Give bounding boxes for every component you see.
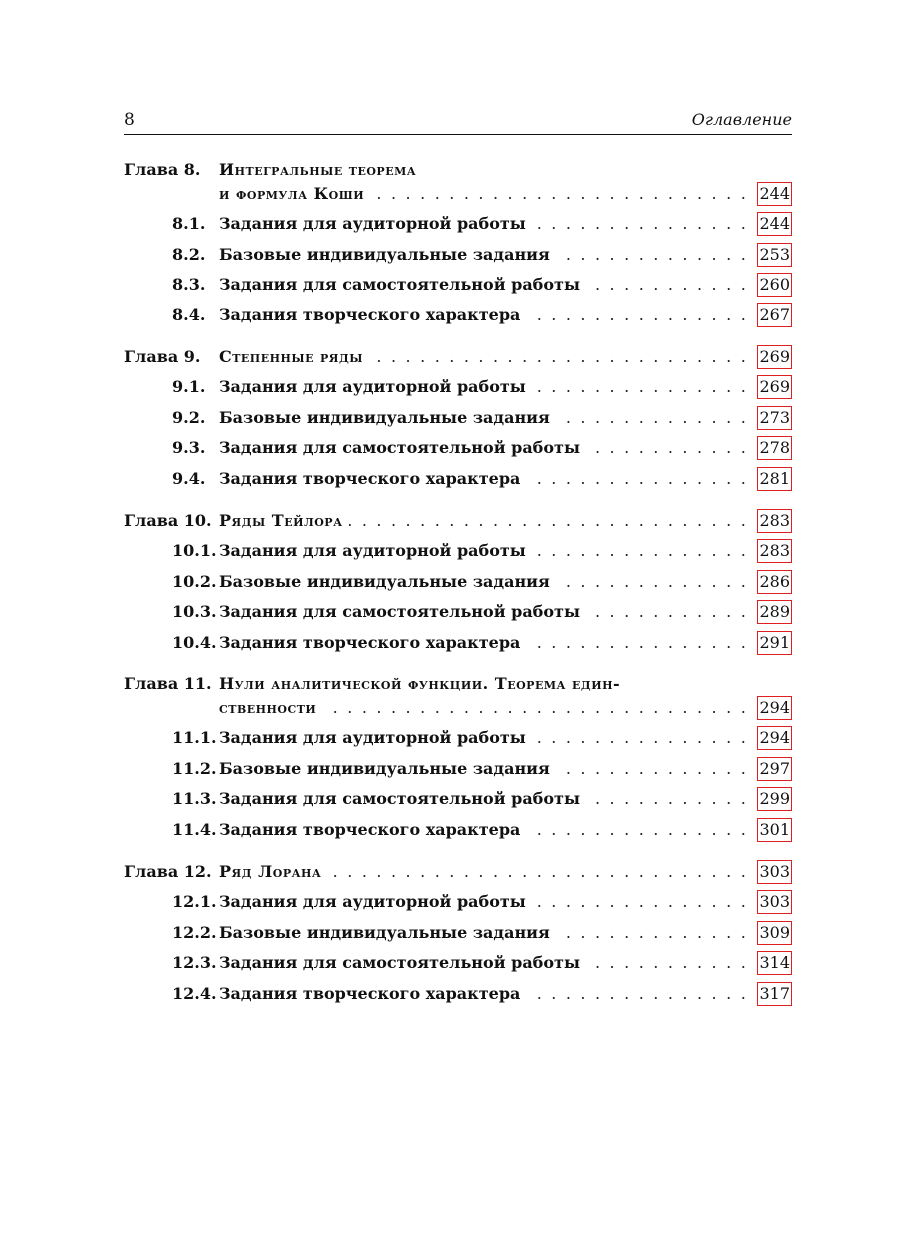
chapter-title-continued: ственности . . . [219,698,748,717]
section-title: Задания творческого характера . . . [219,305,748,324]
page-link[interactable]: 273 [757,406,792,430]
section-title: Базовые индивидуальные задания . . . [219,759,748,778]
page-link[interactable]: 269 [757,375,792,399]
page-link[interactable]: 260 [757,273,792,297]
section-title: Задания для самостоятельной работы . . . [219,789,748,808]
section-title: Задания для аудиторной работы . . . [219,892,748,911]
section-row[interactable] [124,570,792,594]
section-number: 12.3. [172,953,217,972]
page-link[interactable]: 297 [757,757,792,781]
section-row[interactable] [124,921,792,945]
section-number: 10.3. [172,602,217,621]
page-link[interactable]: 286 [757,570,792,594]
section-title: Задания творческого характера . . . [219,820,748,839]
section-title: Задания для самостоятельной работы . . . [219,953,748,972]
page-link[interactable]: 294 [757,726,792,750]
section-row[interactable] [124,303,792,327]
page-link[interactable]: 291 [757,631,792,655]
page-link[interactable]: 278 [757,436,792,460]
section-title: Задания творческого характера . . . [219,469,748,488]
section-row[interactable] [124,951,792,975]
page-link[interactable]: 244 [757,182,792,206]
section-row[interactable] [124,212,792,236]
section-title: Задания для самостоятельной работы . . . [219,602,748,621]
section-row[interactable] [124,375,792,399]
section-row[interactable] [124,436,792,460]
section-number: 11.1. [172,728,217,747]
section-number: 11.4. [172,820,217,839]
section-number: 12.1. [172,892,217,911]
chapter-label: Глава 11. [124,674,212,693]
running-title: Оглавление [691,110,792,129]
page-link[interactable]: 253 [757,243,792,267]
section-number: 11.3. [172,789,217,808]
page-link[interactable]: 294 [757,696,792,720]
page-link[interactable]: 283 [757,509,792,533]
section-number: 8.3. [172,275,206,294]
chapter-title: Нули аналитической функции. Теорема един- [219,674,792,693]
section-row[interactable] [124,539,792,563]
section-number: 8.4. [172,305,206,324]
section-row[interactable] [124,467,792,491]
section-number: 12.2. [172,923,217,942]
chapter-9-row[interactable] [124,345,792,369]
section-number: 11.2. [172,759,217,778]
section-number: 10.1. [172,541,217,560]
section-title: Задания для самостоятельной работы . . . [219,275,748,294]
page-link[interactable]: 299 [757,787,792,811]
section-row[interactable] [124,818,792,842]
section-number: 10.4. [172,633,217,652]
chapter-title: Ряд Лорана . . . [219,862,748,881]
section-number: 8.1. [172,214,206,233]
section-title: Задания для самостоятельной работы . . . [219,438,748,457]
running-header [124,108,792,135]
page-link[interactable]: 283 [757,539,792,563]
page-link[interactable]: 269 [757,345,792,369]
section-title: Базовые индивидуальные задания . . . [219,572,748,591]
section-number: 8.2. [172,245,206,264]
section-title: Задания для аудиторной работы . . . [219,377,748,396]
section-number: 10.2. [172,572,217,591]
section-number: 9.2. [172,408,206,427]
chapter-title-continued: и формула Коши . . . [219,184,748,203]
section-title: Задания для аудиторной работы . . . [219,728,748,747]
chapter-label: Глава 10. [124,511,212,530]
chapter-8-row-line1 [124,158,792,182]
section-title: Задания для аудиторной работы . . . [219,214,748,233]
chapter-10-row[interactable] [124,509,792,533]
page-link[interactable]: 314 [757,951,792,975]
section-title: Базовые индивидуальные задания . . . [219,245,748,264]
chapter-12-row[interactable] [124,860,792,884]
section-number: 12.4. [172,984,217,1003]
chapter-title: Степенные ряды . . . [219,347,748,366]
page-number: 8 [124,110,135,130]
section-number: 9.4. [172,469,206,488]
page-link[interactable]: 309 [757,921,792,945]
section-row[interactable] [124,890,792,914]
page-link[interactable]: 303 [757,890,792,914]
chapter-8-row[interactable] [124,182,792,206]
page-link[interactable]: 317 [757,982,792,1006]
chapter-11-row-line1 [124,672,792,696]
section-title: Задания творческого характера . . . [219,984,748,1003]
chapter-title: Ряды Тейлора . . . [219,511,748,530]
section-row[interactable] [124,600,792,624]
chapter-label: Глава 8. [124,160,201,179]
section-title: Базовые индивидуальные задания . . . [219,923,748,942]
section-title: Задания творческого характера . . . [219,633,748,652]
chapter-11-row[interactable] [124,696,792,720]
page-link[interactable]: 244 [757,212,792,236]
section-row[interactable] [124,406,792,430]
section-title: Базовые индивидуальные задания . . . [219,408,748,427]
section-row[interactable] [124,631,792,655]
section-row[interactable] [124,787,792,811]
page-link[interactable]: 281 [757,467,792,491]
section-title: Задания для аудиторной работы . . . [219,541,748,560]
section-row[interactable] [124,757,792,781]
section-row[interactable] [124,726,792,750]
section-row[interactable] [124,273,792,297]
section-number: 9.3. [172,438,206,457]
page-link[interactable]: 289 [757,600,792,624]
chapter-title: Интегральные теорема [219,160,748,179]
section-row[interactable] [124,982,792,1006]
chapter-label: Глава 9. [124,347,201,366]
section-row[interactable] [124,243,792,267]
page-link[interactable]: 267 [757,303,792,327]
chapter-label: Глава 12. [124,862,212,881]
page-link[interactable]: 301 [757,818,792,842]
page-link[interactable]: 303 [757,860,792,884]
section-number: 9.1. [172,377,206,396]
